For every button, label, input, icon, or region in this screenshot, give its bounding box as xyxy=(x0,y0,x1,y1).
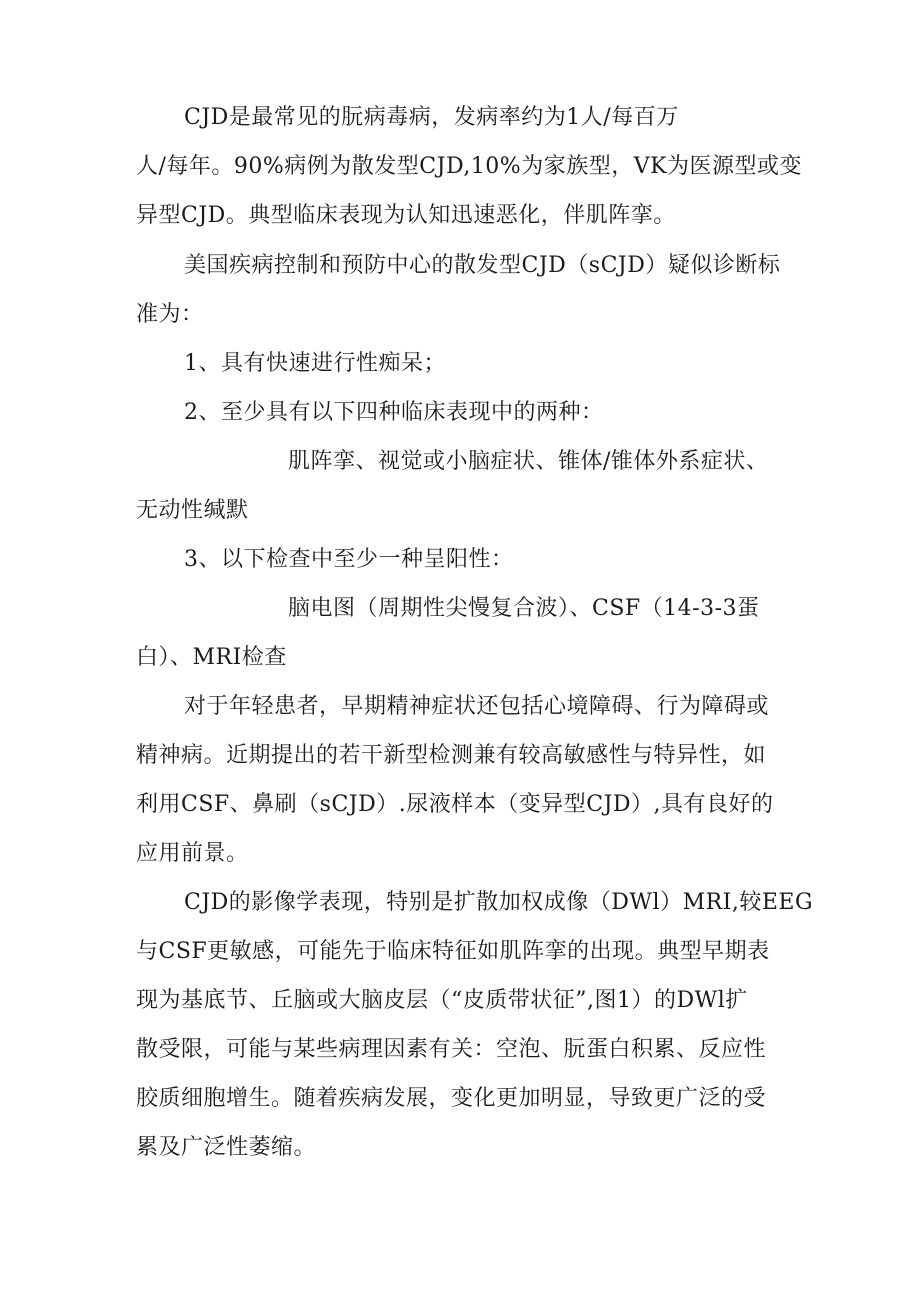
paragraph-cjd-intro-line-2: 人/每年。90%病例为散发型CJD,10%为家族型，VK为医源型或变 xyxy=(136,154,803,179)
criterion-3: 3、以下检查中至少一种呈阳性： xyxy=(184,547,514,572)
paragraph-cjd-intro-line-1: CJD是最常见的朊病毒病，发病率约为1人/每百万 xyxy=(184,105,679,130)
criterion-3-detail-line-1: 脑电图（周期性尖慢复合波）、CSF（14-3-3蛋 xyxy=(288,596,760,621)
criterion-2-detail-line-2: 无动性缄默 xyxy=(136,498,249,523)
paragraph-young-patients-line-1: 对于年轻患者，早期精神症状还包括心境障碍、行为障碍或 xyxy=(184,694,770,719)
criterion-1: 1、具有快速进行性痴呆； xyxy=(184,351,446,376)
criterion-3-detail-line-2: 白）、MRI检查 xyxy=(136,645,287,670)
paragraph-cdc-criteria-line-2: 准为： xyxy=(136,302,204,327)
paragraph-cdc-criteria-line-1: 美国疾病控制和预防中心的散发型CJD（sCJD）疑似诊断标 xyxy=(184,253,781,278)
paragraph-young-patients-line-2: 精神病。近期提出的若干新型检测兼有较高敏感性与特异性，如 xyxy=(136,743,767,768)
paragraph-young-patients-line-3: 利用CSF、鼻刷（sCJD）.尿液样本（变异型CJD）,具有良好的 xyxy=(136,792,774,817)
paragraph-imaging-line-3: 现为基底节、丘脑或大脑皮层（“皮质带状征”,图1）的DWl扩 xyxy=(136,988,748,1013)
criterion-2: 2、至少具有以下四种临床表现中的两种： xyxy=(184,400,604,425)
paragraph-imaging-line-1: CJD的影像学表现，特别是扩散加权成像（DWl）MRI,较EEG xyxy=(184,890,814,915)
paragraph-imaging-line-2: 与CSF更敏感，可能先于临床特征如肌阵挛的出现。典型早期表 xyxy=(136,939,770,964)
criterion-2-detail-line-1: 肌阵挛、视觉或小脑症状、锥体/锥体外系症状、 xyxy=(288,449,769,474)
paragraph-young-patients-line-4: 应用前景。 xyxy=(136,841,249,866)
paragraph-imaging-line-4: 散受限，可能与某些病理因素有关：空泡、朊蛋白积累、反应性 xyxy=(136,1037,767,1062)
paragraph-imaging-line-6: 累及广泛性萎缩。 xyxy=(136,1135,317,1160)
paragraph-cjd-intro-line-3: 异型CJD。典型临床表现为认知迅速恶化，伴肌阵挛。 xyxy=(136,203,676,228)
paragraph-imaging-line-5: 胶质细胞增生。随着疾病发展，变化更加明显，导致更广泛的受 xyxy=(136,1086,767,1111)
